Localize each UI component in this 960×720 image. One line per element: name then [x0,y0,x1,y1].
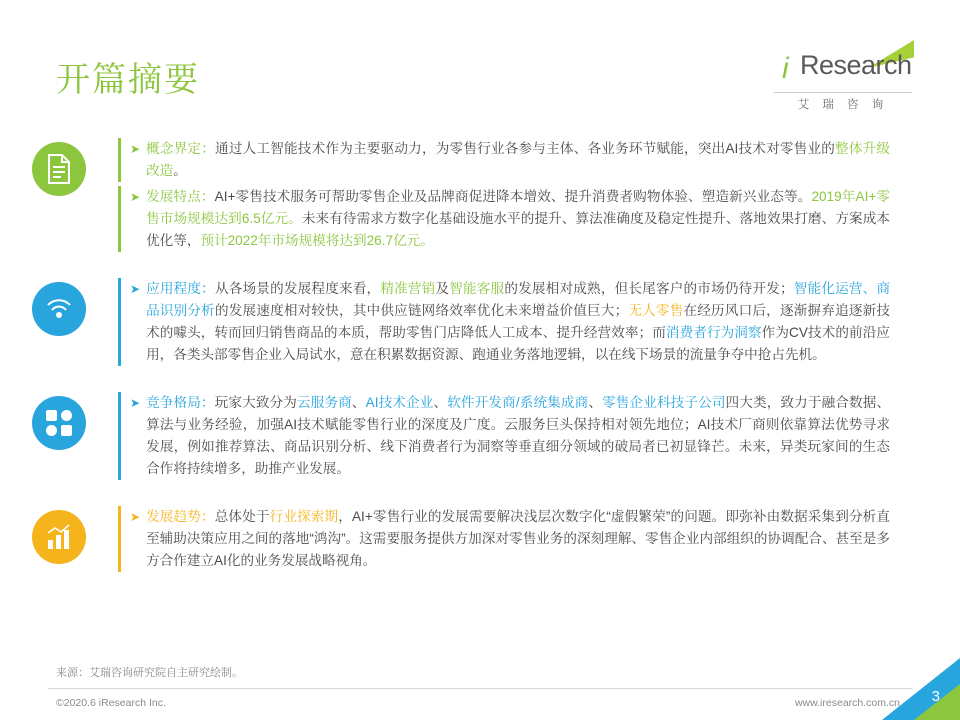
block-text-column [118,278,960,370]
blocks-grid-icon [32,396,86,450]
bullet-text [146,138,890,182]
block-text-column [118,138,960,256]
accent-bar [118,392,121,480]
summary-block [0,506,960,576]
text-segment: 及 [435,281,450,296]
highlight-segment: 行业探索期 [269,509,339,524]
iresearch-logo [774,44,912,112]
text-segment: 、 [588,395,603,410]
page-title: 开篇摘要 [56,61,200,99]
arrow-bullet-icon: ➤ [130,510,141,524]
logo-mark [774,44,912,88]
summary-block [0,392,960,484]
highlight-segment: 预计2022年市场规模将达到26.7亿元。 [200,233,434,248]
bullet-text [146,506,890,572]
bullet-lead-label: 概念界定： [146,141,216,156]
highlight-segment: 智能化运营、商品识别分析 [146,281,891,318]
text-segment: 在经历风口后，逐渐摒弃追逐新技术的噱头，转而回归销售商品的本质，帮助零售门店降低人工成本、提升经营效率；而 [146,303,891,340]
block-icon-column [0,392,118,450]
arrow-bullet-icon: ➤ [130,282,141,296]
bullet-text [146,392,890,480]
highlight-segment: 软件开发商/系统集成商 [447,395,589,410]
website-text: www.iresearch.com.cn [794,697,900,709]
highlight-segment: 精准营销 [380,281,436,296]
text-segment: 通过人工智能技术作为主要驱动力，为零售行业各参与主体、各业务环节赋能，突出AI技术对零售业的 [215,141,836,156]
corner-decoration [882,658,960,720]
highlight-segment: 无人零售 [628,303,684,318]
accent-bar [118,278,121,366]
logo-subtitle: 艾 瑞 咨 询 [797,99,889,111]
highlight-segment: 消费者行为洞察 [665,325,762,340]
growth-chart-icon [32,510,86,564]
logo-letter-i: i [782,52,789,85]
text-segment: 作为CV技术的前沿应用，各类头部零售企业入局试水，意在积累数据资源、跑通业务落地逻辑，以在线下场景的流量争夺中抢占先机。 [146,325,890,362]
block-icon-column [0,506,118,564]
text-segment: 玩家大致分为 [214,395,297,410]
block-text-column [118,392,960,484]
highlight-segment: 整体升级改造 [146,141,891,178]
arrow-bullet-icon: ➤ [130,396,141,410]
document-icon [32,142,86,196]
footer-divider [48,688,912,689]
logo-divider [774,92,912,93]
bullet-lead-label: 发展特点： [146,189,215,204]
arrow-bullet-icon: ➤ [130,190,141,204]
text-segment: 的发展相对成熟，但长尾客户的市场仍待开发； [504,281,794,296]
text-segment: 的发展速度相对较快，其中供应链网络效率优化未来增益价值巨大； [214,303,629,318]
highlight-segment: 零售企业科技子公司 [602,395,726,410]
text-segment: 、 [351,395,366,410]
source-note: 来源：艾瑞咨询研究院自主研究绘制。 [56,667,243,679]
highlight-segment: 2019年AI+零售市场规模达到6.5亿元。 [146,189,891,226]
text-segment: 从各场景的发展程度来看， [214,281,381,296]
block-icon-column [0,278,118,336]
bullet-text [146,278,890,366]
bullet-row [118,186,890,252]
bullet-lead-label: 竞争格局： [146,395,215,410]
arrow-bullet-icon: ➤ [130,142,141,156]
accent-bar [118,138,121,182]
highlight-segment: 云服务商 [297,395,352,410]
accent-bar [118,186,121,252]
text-segment: AI+零售技术服务可帮助零售企业及品牌商促进降本增效、提升消费者购物体验、塑造新兴业态等。 [214,189,812,204]
bullet-row [118,138,890,182]
block-icon-column [0,138,118,196]
bullet-row [118,506,890,572]
logo-wordmark: Research [800,50,912,80]
text-segment: 四大类，致力于融合数据、算法与业务经验，加强AI技术赋能零售行业的深度及广度。云服务巨头保持相对领先地位；AI技术厂商则依靠算法优势寻求发展，例如推荐算法、商品识别分析、线下消费者行为洞察等垂直细分领域的破局者已初显锋芒。未来，异类玩家间的生态合作将持续增多，助推产业发展。 [146,395,891,476]
bullet-text [146,186,890,252]
text-segment: 未来有待需求方数字化基础设施水平的提升、算法准确度及稳定性提升、落地效果打磨、方案成本优化等， [146,211,890,248]
highlight-segment: 智能客服 [449,281,505,296]
block-text-column [118,506,960,576]
sensor-signal-icon [32,282,86,336]
text-segment: ，AI+零售行业的发展需要解决浅层次数字化“虚假繁荣”的问题。即弥补由数据采集到分析直至辅助决策应用之间的落地“鸿沟”。这需要服务提供方加深对零售业务的深刻理解、零售企业内部组织的协调配合、甚至是多方合作建立AI化的业务发展战略视角。 [146,509,891,568]
page-number: 3 [931,688,940,705]
bullet-lead-label: 应用程度： [146,281,215,296]
highlight-segment: AI技术企业 [365,395,434,410]
bullet-row [118,278,890,366]
bullet-row [118,392,890,480]
summary-blocks [0,138,960,598]
accent-bar [118,506,121,572]
text-segment: 。 [173,163,187,178]
text-segment: 、 [433,395,448,410]
summary-block [0,138,960,256]
copyright-text: ©2020.6 iResearch Inc. [56,697,166,709]
text-segment: 总体处于 [214,509,270,524]
bullet-lead-label: 发展趋势： [146,509,215,524]
summary-block [0,278,960,370]
